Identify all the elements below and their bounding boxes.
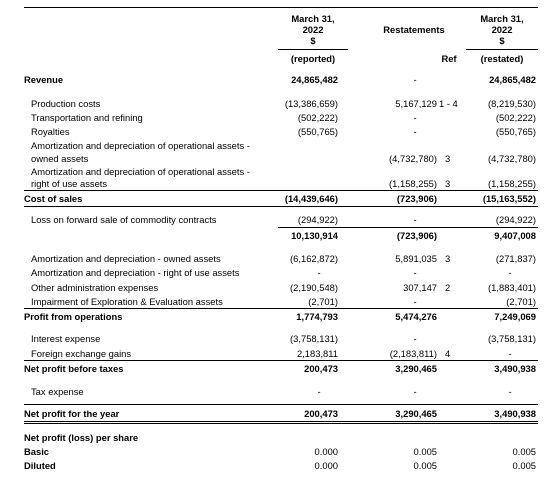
row-label: Amortization and depreciation - right of use assets <box>31 267 240 278</box>
restated-value: 7,249,069 <box>494 311 536 322</box>
row-label: Cost of sales <box>24 193 83 204</box>
ref-value: 3 <box>445 153 451 164</box>
restatement-value: - <box>413 296 417 307</box>
header-restated <box>466 13 538 46</box>
reported-value: - <box>317 267 321 278</box>
rule <box>24 206 538 207</box>
ref-value: 2 <box>445 282 451 293</box>
reported-value: (13,386,659) <box>284 98 338 109</box>
restatement-value: 307,147 <box>403 282 437 293</box>
reported-value: 200,473 <box>304 408 338 419</box>
row-label: Production costs <box>31 98 101 109</box>
restated-value: - <box>508 348 512 359</box>
reported-value: (2,190,548) <box>290 282 338 293</box>
restatement-value: - <box>413 126 417 137</box>
ref-value: 4 <box>445 348 451 359</box>
rule <box>24 190 538 191</box>
restatement-value: - <box>413 386 417 397</box>
restatement-value: 0.005 <box>413 460 437 471</box>
header-restated-tag <box>466 53 538 64</box>
row-label: Transportation and refining <box>31 112 143 123</box>
header-restated-line4: (restated) <box>480 53 524 64</box>
header-reported-line2: 2022 <box>302 24 324 35</box>
row-label: right of use assets <box>31 178 108 189</box>
restated-value: (4,732,780) <box>488 153 536 164</box>
header-reported-line3: $ <box>310 35 316 46</box>
header-reported-line1: March 31, <box>291 13 335 24</box>
row-label: owned assets <box>31 153 89 164</box>
header-rule-reported <box>278 49 348 50</box>
restatement-value: (1,158,255) <box>389 178 437 189</box>
rule <box>24 360 538 361</box>
row-label: Tax expense <box>31 386 84 397</box>
restatement-value: - <box>413 267 417 278</box>
reported-value: - <box>317 386 321 397</box>
restated-value: (271,837) <box>495 253 536 264</box>
header-rule-restated <box>466 49 538 50</box>
header-restatements-label: Restatements <box>383 24 445 35</box>
reported-value: (550,765) <box>297 126 338 137</box>
reported-value: (6,162,872) <box>290 253 338 264</box>
ref-value: 3 <box>445 178 451 189</box>
header-reported <box>278 13 348 46</box>
row-label: Revenue <box>24 74 64 85</box>
rule <box>24 423 538 424</box>
restatement-value: - <box>413 333 417 344</box>
row-label: Other administration expenses <box>31 282 159 293</box>
row-label: Interest expense <box>31 333 101 344</box>
restated-value: 24,865,482 <box>489 74 536 85</box>
restated-value: - <box>508 267 512 278</box>
restatement-value: 5,167,129 <box>395 98 437 109</box>
restated-value: 0.005 <box>512 446 536 457</box>
restatement-value: 5,474,276 <box>395 311 437 322</box>
restated-value: 3,490,938 <box>494 363 536 374</box>
rule <box>278 227 538 228</box>
reported-value: 200,473 <box>304 363 338 374</box>
reported-value: (294,922) <box>297 214 338 225</box>
reported-value: (14,439,646) <box>284 193 338 204</box>
header-reported-line4: (reported) <box>290 53 336 64</box>
restated-value: (294,922) <box>495 214 536 225</box>
restatement-value: (723,906) <box>396 230 437 241</box>
restatement-value: (4,732,780) <box>389 153 437 164</box>
header-restated-line2: 2022 <box>491 24 513 35</box>
ref-value: 1 - 4 <box>439 98 458 109</box>
header-ref-label: Ref <box>441 53 457 64</box>
restatement-value: - <box>413 214 417 225</box>
restated-value: (1,158,255) <box>488 178 536 189</box>
header-restated-line1: March 31, <box>480 13 524 24</box>
reported-value: 2,183,811 <box>296 348 338 359</box>
restated-value: 0.005 <box>512 460 536 471</box>
row-label: Net profit (loss) per share <box>24 432 139 443</box>
reported-value: (3,758,131) <box>290 333 338 344</box>
header-restatements <box>370 24 458 35</box>
reported-value: 1,774,793 <box>296 311 338 322</box>
restated-value: (550,765) <box>495 126 536 137</box>
reported-value: (2,701) <box>308 296 338 307</box>
restated-value: (8,219,530) <box>488 98 536 109</box>
restatement-value: 3,290,465 <box>395 408 437 419</box>
restatement-value: - <box>413 74 417 85</box>
restatement-value: 0.005 <box>413 446 437 457</box>
restated-value: 9,407,008 <box>494 230 536 241</box>
header-reported-tag <box>278 53 348 64</box>
row-label: Net profit before taxes <box>24 363 124 374</box>
top-rule <box>24 7 538 8</box>
row-label: Amortization and depreciation - owned assets <box>31 253 221 264</box>
row-label: Impairment of Exploration & Evaluation assets <box>31 296 223 307</box>
row-label: Diluted <box>24 460 56 471</box>
reported-value: 0.000 <box>314 460 338 471</box>
reported-value: (502,222) <box>297 112 338 123</box>
reported-value: 24,865,482 <box>291 74 338 85</box>
row-label: Net profit for the year <box>24 408 120 419</box>
header-restated-line3: $ <box>499 35 505 46</box>
restated-value: - <box>508 386 512 397</box>
restatement-value: (2,183,811) <box>389 348 437 359</box>
reported-value: 10,130,914 <box>291 230 338 241</box>
restatement-value: 5,891,035 <box>395 253 437 264</box>
restated-value: (1,883,401) <box>488 282 536 293</box>
ref-value: 3 <box>445 253 451 264</box>
row-label: Royalties <box>31 126 70 137</box>
row-label: Loss on forward sale of commodity contracts <box>31 214 217 225</box>
rule <box>24 308 538 309</box>
header-ref <box>436 53 462 64</box>
restated-value: (15,163,552) <box>482 193 536 204</box>
row-label: Amortization and depreciation of operational assets - <box>31 166 250 177</box>
restatement-value: 3,290,465 <box>395 363 437 374</box>
restated-value: 3,490,938 <box>494 408 536 419</box>
row-label: Amortization and depreciation of operational assets - <box>31 140 250 151</box>
restatement-value: (723,906) <box>396 193 437 204</box>
restatement-value: - <box>413 112 417 123</box>
row-label: Foreign exchange gains <box>31 348 132 359</box>
restated-value: (502,222) <box>495 112 536 123</box>
row-label: Profit from operations <box>24 311 123 322</box>
rule <box>24 404 538 405</box>
restated-value: (2,701) <box>506 296 536 307</box>
reported-value: 0.000 <box>314 446 338 457</box>
rule <box>24 421 538 422</box>
row-label: Basic <box>24 446 50 457</box>
restated-value: (3,758,131) <box>488 333 536 344</box>
